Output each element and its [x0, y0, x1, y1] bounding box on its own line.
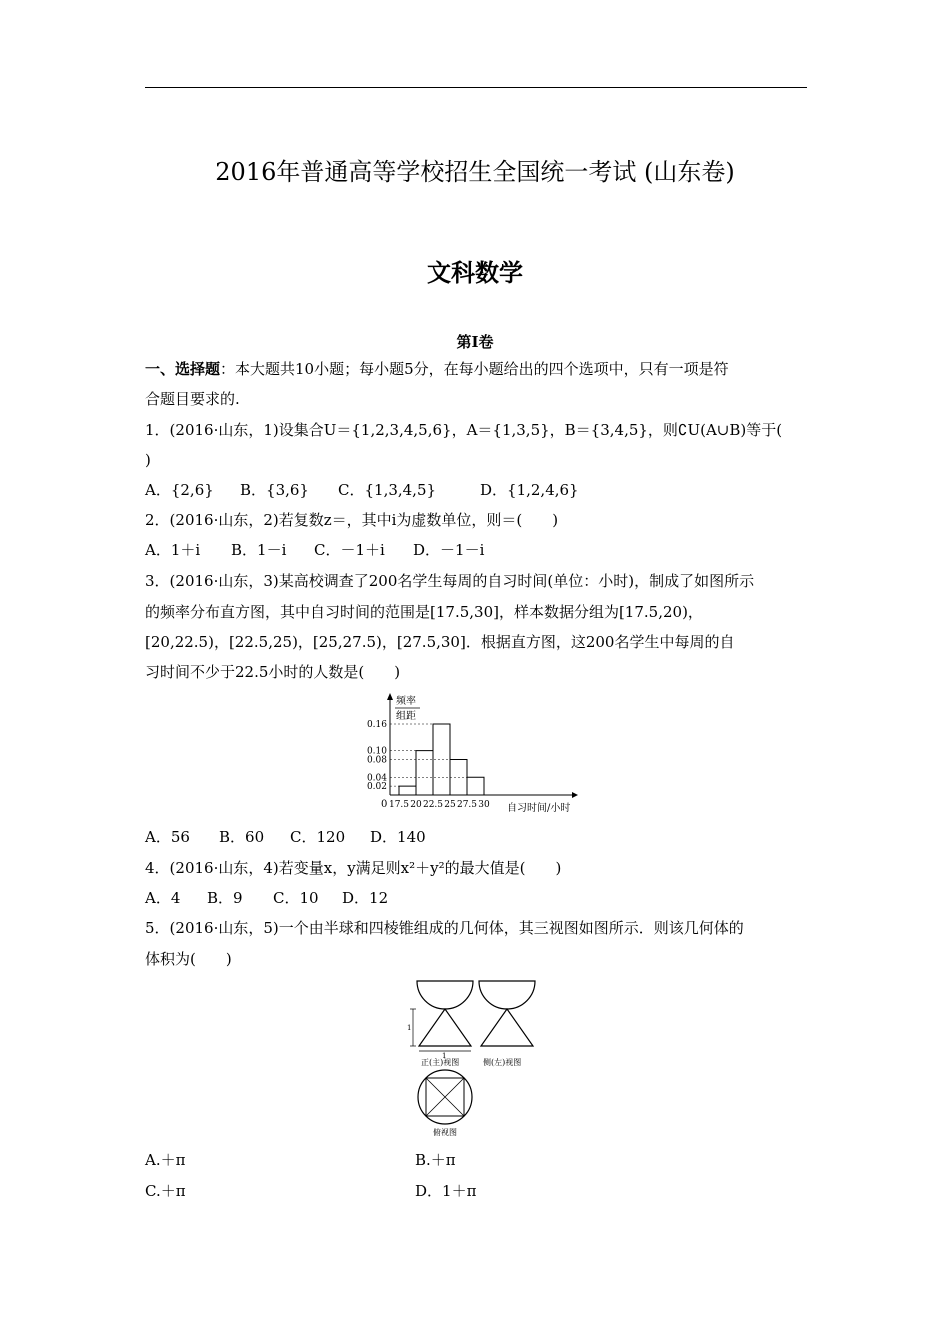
exam-subtitle: 文科数学 — [427, 258, 523, 287]
q1-option-c: C．{1,3,4,5} — [338, 481, 437, 499]
y-axis-label-top: 频率 — [396, 696, 416, 707]
top-view-label: 俯视图 — [433, 1128, 457, 1137]
histogram-bar — [399, 786, 416, 795]
x-tick-label: 30 — [478, 800, 490, 810]
x-tick-label: 20 — [410, 800, 422, 810]
q2-option-b: B．1－i — [231, 541, 287, 559]
y-axis-label-bottom: 组距 — [396, 711, 416, 722]
front-width-label: 1 — [442, 1052, 447, 1060]
q5-stem-2: 体积为( ) — [145, 950, 232, 968]
q2-options — [145, 540, 484, 560]
q4-options — [145, 888, 388, 908]
q1-stem-cont: ) — [145, 451, 151, 469]
x-tick-label: 17.5 — [388, 800, 410, 810]
q1-options — [145, 480, 579, 500]
histogram-guides — [390, 724, 467, 786]
q4-option-c: C．10 — [273, 889, 319, 907]
y-tick-label: 0.08 — [366, 755, 387, 766]
q3-stem-2: 的频率分布直方图，其中自习时间的范围是[17.5,30]，样本数据分组为[17.5,20)， — [145, 603, 703, 621]
q3-option-a: A．56 — [145, 828, 190, 846]
intro-line-2: 合题目要求的. — [145, 390, 240, 408]
y-tick-label: 0.10 — [366, 746, 387, 757]
q5-option-d: D．1＋π — [415, 1182, 477, 1200]
q3-stem-3: [20,22.5)，[22.5,25)，[25,27.5)，[27.5,30]．根据直方图，这200名学生中每周的自 — [145, 633, 735, 651]
three-view-figure — [405, 978, 555, 1140]
x-tick-label: 25 — [444, 800, 456, 810]
y-axis-arrow — [387, 693, 393, 700]
histogram-bar — [467, 777, 484, 795]
exam-title: 2016年普通高等学校招生全国统一考试 (山东卷) — [215, 158, 735, 186]
q2-option-c: C．－1＋i — [314, 541, 385, 559]
x-axis-arrow — [572, 792, 578, 798]
q3-stem-4: 习时间不少于22.5小时的人数是( ) — [145, 663, 401, 681]
front-hemisphere — [417, 981, 473, 1009]
front-view — [407, 981, 473, 1067]
y-tick-label: 0.02 — [366, 782, 387, 793]
side-pyramid — [481, 1009, 533, 1046]
side-view-label: 侧(左)视图 — [483, 1058, 522, 1067]
x-tick-label: 27.5 — [456, 800, 478, 810]
side-hemisphere — [479, 981, 535, 1009]
frequency-histogram — [360, 690, 590, 820]
side-view — [479, 981, 535, 1067]
y-tick-label: 0.16 — [366, 720, 387, 730]
x-tick-label: 22.5 — [422, 800, 444, 810]
q3-option-b: B．60 — [219, 828, 265, 846]
histogram-x-ticks — [389, 800, 490, 810]
origin-label: 0 — [381, 799, 388, 810]
q2-option-d: D．－1－i — [413, 541, 485, 559]
q1-option-b: B．{3,6} — [240, 481, 309, 499]
histogram-y-ticks — [367, 720, 387, 792]
header-rule — [145, 87, 807, 88]
q5-option-c: C.＋π — [145, 1182, 186, 1200]
intro-head: 一、选择题 — [145, 360, 221, 378]
histogram-bar — [416, 751, 433, 795]
top-view — [418, 1070, 472, 1137]
q3-option-d: D．140 — [370, 828, 426, 846]
q3-options — [145, 827, 426, 847]
q4-option-d: D．12 — [342, 889, 389, 907]
q3-option-c: C．120 — [290, 828, 346, 846]
q1-stem: 1．(2016·山东，1)设集合U＝{1,2,3,4,5,6}，A＝{1,3,5}，B＝{3,4,5}，则∁U(A∪B)等于( — [145, 421, 783, 439]
intro-text: ：本大题共10小题；每小题5分，在每小题给出的四个选项中，只有一项是符 — [220, 360, 729, 378]
front-height-label: 1 — [407, 1024, 412, 1032]
intro-line-1 — [145, 359, 729, 379]
q4-option-a: A．4 — [145, 889, 181, 907]
front-view-label: 正(主)视图 — [421, 1058, 460, 1067]
q3-stem-1: 3．(2016·山东，3)某高校调查了200名学生每周的自习时间(单位：小时)，制成了如图所示 — [145, 572, 755, 590]
q1-option-d: D．{1,2,4,6} — [480, 481, 579, 499]
x-axis-label: 自习时间/小时 — [507, 803, 571, 814]
q1-option-a: A．{2,6} — [145, 481, 214, 499]
q2-stem: 2．(2016·山东，2)若复数z＝，其中i为虚数单位，则＝( ) — [145, 511, 559, 529]
y-tick-label: 0.04 — [366, 773, 387, 784]
q5-stem-1: 5．(2016·山东，5)一个由半球和四棱锥组成的几何体，其三视图如图所示．则该几何体的 — [145, 919, 744, 937]
q5-option-a: A.＋π — [145, 1151, 186, 1169]
q5-option-b: B.＋π — [415, 1151, 456, 1169]
q2-option-a: A．1＋i — [145, 541, 201, 559]
front-pyramid — [419, 1009, 471, 1046]
q4-option-b: B．9 — [207, 889, 243, 907]
q4-stem: 4．(2016·山东，4)若变量x，y满足则x²＋y²的最大值是( ) — [145, 859, 562, 877]
section-heading: 第Ⅰ卷 — [456, 333, 494, 351]
